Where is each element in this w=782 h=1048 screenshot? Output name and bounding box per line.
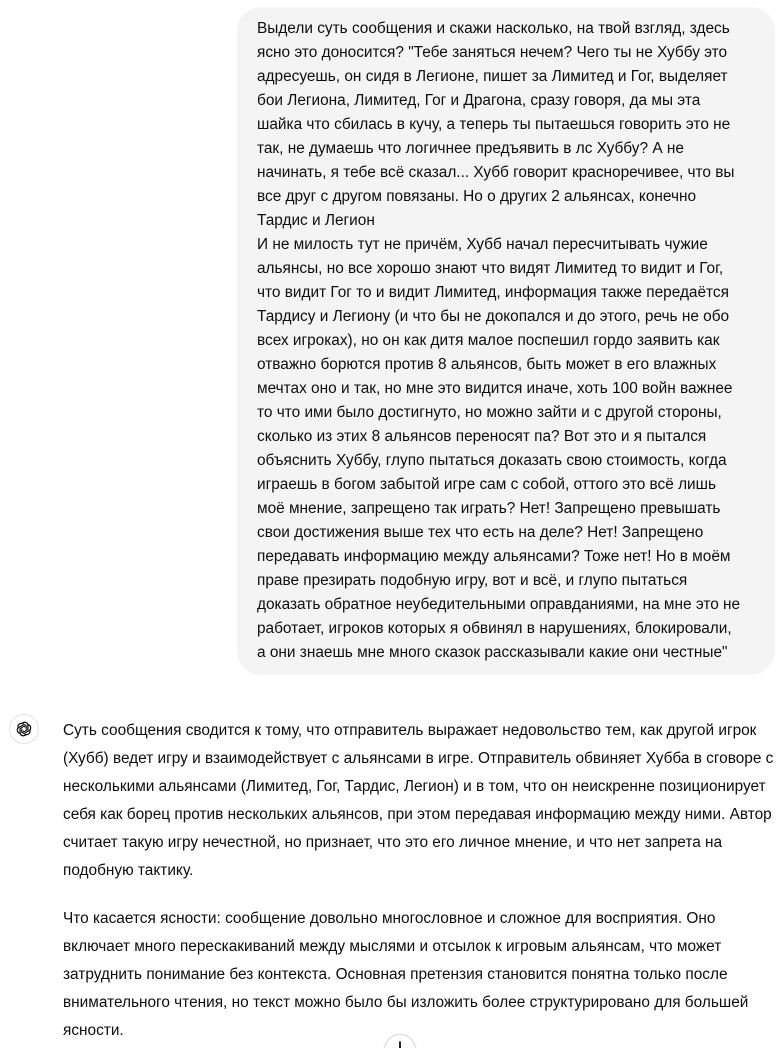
openai-logo-icon (14, 719, 34, 739)
user-message-line: бои Легиона, Лимитед, Гог и Драгона, сразу говоря, да мы эта (257, 92, 701, 109)
user-message-line: всех игроках), но он как дитя малое поспешил гордо заявить как (257, 332, 720, 349)
user-message-line: мечтах оно и так, но мне это видится иначе, хоть 100 войн важнее (257, 380, 733, 397)
assistant-avatar (9, 714, 39, 744)
user-message-line: передавать информацию между альянсами? Тоже нет! Но в моём (257, 548, 731, 565)
assistant-paragraph: Что касается ясности: сообщение довольно многословное и сложное для восприятия. Оно включает много перескакиваний между мыслями и отсылок к игровым альянсам, что может затруднить понимание без контекста. Основная претензия становится понятна только после внимательного чтения, но текст можно было бы изложить более структурировано для большей ясности. (63, 910, 749, 1039)
user-message-line: а они знаешь мне много сказок рассказывали какие они честные" (257, 644, 728, 661)
user-message-line: шайка что сбилась в кучу, а теперь ты пытаешься говорить это не (257, 116, 731, 133)
user-message-text (257, 17, 755, 665)
user-message-line: альянсы, но все хорошо знают что видят Лимитед то видит и Гог, (257, 260, 724, 277)
user-message-line: свои достижения выше тех что есть на деле? Нет! Запрещено (257, 524, 704, 541)
user-message-bubble (237, 7, 775, 675)
user-message-line: сколько из этих 8 альянсов переносят па? Вот это и я пытался (257, 428, 707, 445)
user-message-line: то что ими было достигнуто, но можно зайти и с другой стороны, (257, 404, 722, 421)
user-message-line: ясно это доносится? "Тебе заняться нечем? Чего ты не Хуббу это (257, 44, 728, 61)
assistant-reply-text (63, 717, 778, 1045)
user-message-line: начинать, я тебе всё сказал... Хубб говорит красноречивее, что вы (257, 164, 735, 181)
user-message-line: объяснить Хуббу, глупо пытаться доказать свою стоимость, когда (257, 452, 727, 469)
arrow-down-icon (393, 1041, 407, 1048)
user-message-line: И не милость тут не причём, Хубб начал пересчитывать чужие (257, 236, 708, 253)
assistant-paragraph: Суть сообщения сводится к тому, что отправитель выражает недовольство тем, как другой игрок (Хубб) ведет игру и взаимодействует с альянсами в игре. Отправитель обвиняет Хубба в сговоре с несколькими альянсами (Лимитед, Гог, Тардис, Легион) и в том, что он неискренне позиционирует себя как борец против нескольких альянсов, при этом передавая информацию между ними. Автор считает такую игру нечестной, но признает, что это его личное мнение, и что нет запрета на подобную тактику. (63, 722, 774, 879)
user-message-line: доказать обратное неубедительными оправданиями, на мне это не (257, 596, 741, 613)
user-message-line: адресуешь, он сидя в Легионе, пишет за Лимитед и Гог, выделяет (257, 68, 728, 85)
user-message-line: работает, игроков которых я обвинял в нарушениях, блокировали, (257, 620, 732, 637)
user-message-line: моё мнение, запрещено так играть? Нет! Запрещено превышать (257, 500, 721, 517)
user-message-line: играешь в богом забытой игре сам с собой, оттого это всё лишь (257, 476, 717, 493)
user-message-line: Тардису и Легиону (и что бы не докопался и до этого, речь не обо (257, 308, 730, 325)
user-message-line: все друг с другом повязаны. Но о других 2 альянсах, конечно (257, 188, 697, 205)
user-message-line: Выдели суть сообщения и скажи насколько, на твой взгляд, здесь (257, 20, 730, 37)
user-message-line: так, не думаешь что логичнее предъявить в лс Хуббу? А не (257, 140, 684, 157)
user-message-line: отважно борются против 8 альянсов, быть может в его влажных (257, 356, 717, 373)
user-message-line: Тардис и Легион (257, 212, 375, 229)
user-message-line: что видит Гог то и видит Лимитед, информация также передаётся (257, 284, 729, 301)
user-message-line: праве презирать подобную игру, вот и всё, и глупо пытаться (257, 572, 688, 589)
